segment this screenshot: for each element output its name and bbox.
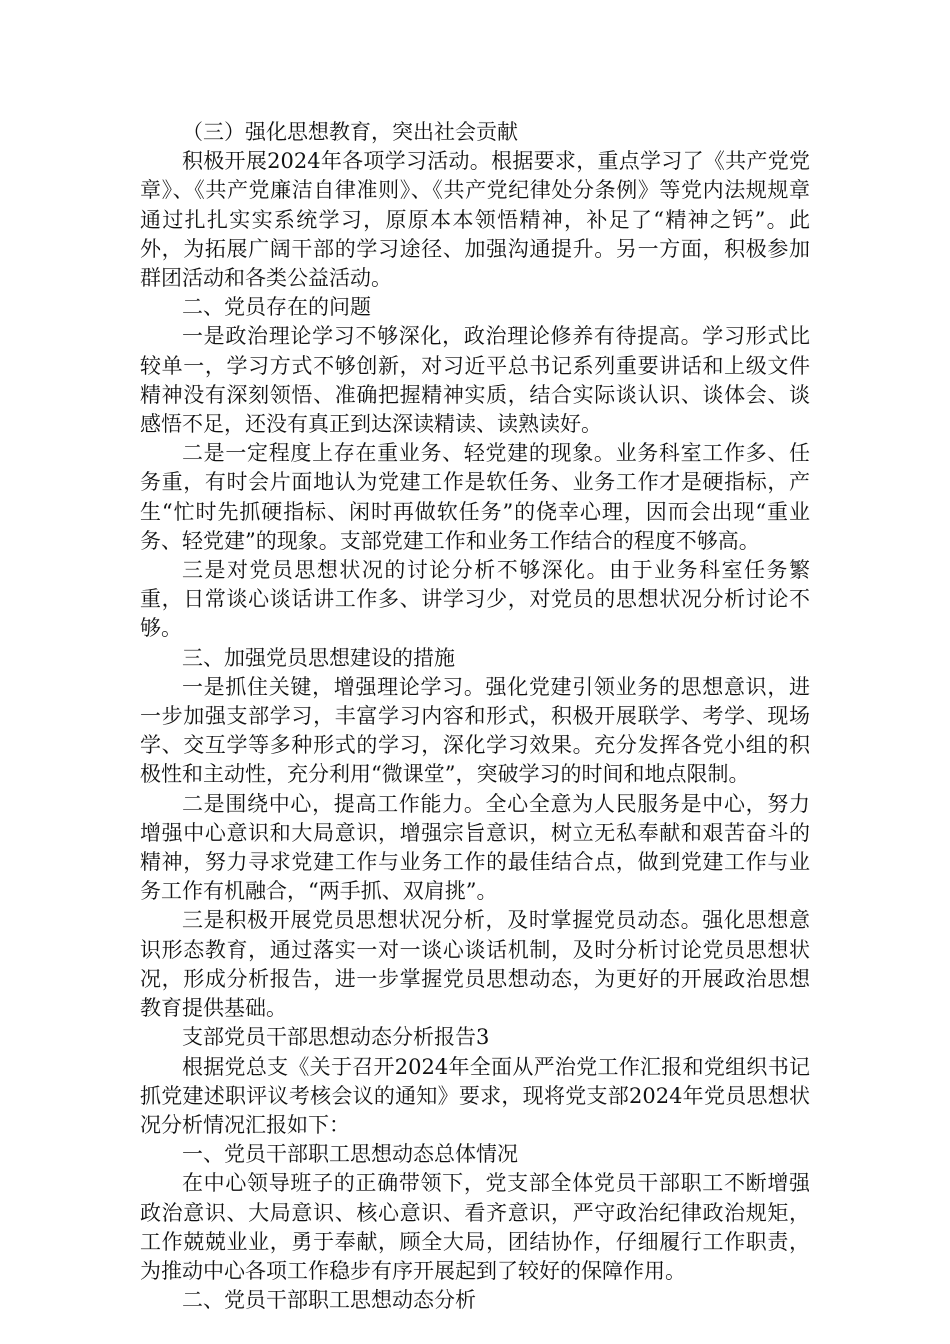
paragraph-measure-two: 二是围绕中心，提高工作能力。全心全意为人民服务是中心，努力增强中心意识和大局意识，增强宗旨意识，树立无私奉献和艰苦奋斗的精神，努力寻求党建工作与业务工作的最佳结合点，做到党建工作与业务工作有机融合，“两手抓、双肩挑”。 (140, 791, 810, 904)
paragraph-measure-one: 一是抓住关键，增强理论学习。强化党建引领业务的思想意识，进一步加强支部学习，丰富学习内容和形式，积极开展联学、考学、现场学、交互学等多种形式的学习，深化学习效果。充分发挥各党小组的积极性和主动性，充分利用“微课堂”，突破学习的时间和地点限制。 (140, 674, 810, 787)
paragraph-problem-three: 三是对党员思想状况的讨论分析不够深化。由于业务科室任务繁重，日常谈心谈话讲工作多、讲学习少，对党员的思想状况分析讨论不够。 (140, 558, 810, 641)
section-heading-problems: 二、党员存在的问题 (182, 295, 371, 320)
document-body (140, 118, 810, 1315)
paragraph-report-intro: 根据党总支《关于召开2024年全面从严治党工作汇报和党组织书记抓党建述职评议考核会议的通知》要求，现将党支部2024年党员思想状况分析情况汇报如下： (140, 1054, 810, 1137)
section-heading-measures: 三、加强党员思想建设的措施 (182, 645, 455, 670)
report-title: 支部党员干部思想动态分析报告3 (182, 1025, 490, 1050)
paragraph-problem-two: 二是一定程度上存在重业务、轻党建的现象。业务科室工作多、任务重，有时会片面地认为党建工作是软任务、业务工作才是硬指标，产生“忙时先抓硬指标、闲时再做软任务”的侥幸心理，因而会出现“重业务、轻党建”的现象。支部党建工作和业务工作结合的程度不够高。 (140, 441, 810, 553)
paragraph-measure-three: 三是积极开展党员思想状况分析，及时掌握党员动态。强化思想意识形态教育，通过落实一对一谈心谈话机制，及时分析讨论党员思想状况，形成分析报告，进一步掌握党员思想动态，为更好的开展政治思想教育提供基础。 (140, 908, 810, 1021)
paragraph-problem-one: 一是政治理论学习不够深化，政治理论修养有待提高。学习形式比较单一，学习方式不够创新，对习近平总书记系列重要讲话和上级文件精神没有深刻领悟、准确把握精神实质，结合实际谈认识、谈体会、谈感悟不足，还没有真正到达深读精读、读熟读好。 (140, 324, 810, 437)
paragraph-overall-situation: 在中心领导班子的正确带领下，党支部全体党员干部职工不断增强政治意识、大局意识、核心意识、看齐意识，严守政治纪律政治规矩，工作兢兢业业，勇于奉献，顾全大局，团结协作，仔细履行工作职责，为推动中心各项工作稳步有序开展起到了较好的保障作用。 (140, 1171, 810, 1283)
section-heading-strengthen-education: （三）强化思想教育，突出社会贡献 (182, 120, 518, 144)
section-heading-overall: 一、党员干部职工思想动态总体情况 (182, 1142, 518, 1167)
paragraph-study-activities: 积极开展2024年各项学习活动。根据要求，重点学习了《共产党党章》、《共产党廉洁自律准则》、《共产党纪律处分条例》等党内法规规章通过扎扎实实系统学习，原原本本领悟精神，补足了“精神之钙”。此外，为拓展广阔干部的学习途径、加强沟通提升。另一方面，积极参加群团活动和各类公益活动。 (140, 149, 810, 291)
section-heading-analysis: 二、党员干部职工思想动态分析 (182, 1288, 476, 1313)
